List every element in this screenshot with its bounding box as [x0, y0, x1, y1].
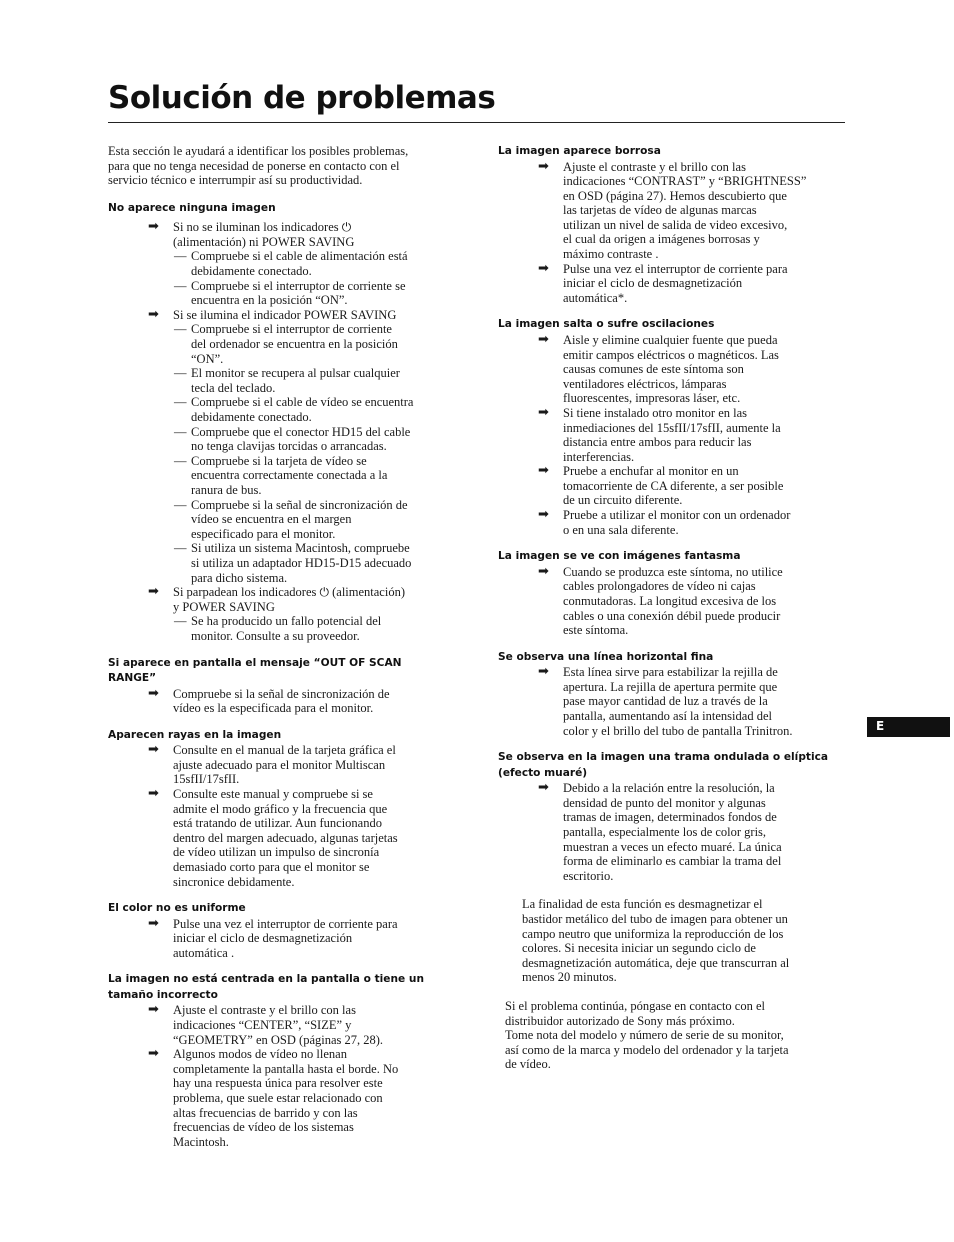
right-arrow-icon: ➡ [148, 1046, 159, 1062]
sub-item: — Se ha producido un fallo potencial del monitor. Consulte a su proveedor. [174, 614, 382, 643]
list-item: ➡ Ajuste el contraste y el brillo con las indicaciones “CENTER”, “SIZE” y “GEOMETRY” en OSD (páginas 27, 28). [148, 1002, 384, 1047]
sub-item: — Compruebe si el cable de vídeo se encuentra debidamente conectado. [174, 395, 414, 424]
list-item: ➡ Si tiene instalado otro monitor en las inmediaciones del 15sfII/17sfII, aumente la distancia entre ambos para reducir las interferencias. [538, 404, 781, 464]
right-arrow-icon: ➡ [538, 463, 549, 479]
right-arrow-icon: ➡ [538, 331, 549, 347]
right-arrow-icon: ➡ [538, 780, 549, 796]
right-arrow-icon: ➡ [538, 563, 549, 579]
right-arrow-icon: ➡ [148, 742, 159, 758]
right-arrow-icon: ➡ [538, 404, 549, 420]
right-arrow-icon: ➡ [148, 1002, 159, 1018]
section-heading: No aparece ninguna imagen [108, 201, 276, 214]
sub-item: — Compruebe si el cable de alimentación está debidamente conectado. [174, 249, 408, 279]
sub-item: — Compruebe si la señal de sincronización de vídeo se encuentra en el margen especificado para el monitor. [174, 497, 408, 541]
section-heading: La imagen aparece borrosa [498, 145, 661, 157]
list-item: ➡ Algunos modos de vídeo no llenan completamente la pantalla hasta el borde. No hay una respuesta única para resolver este problema, que suele estar relacionado con altas frecuencias de barrido y con las frecuencias de vídeo de los sistemas Macintosh. [148, 1046, 399, 1149]
intro-paragraph: Esta sección le ayudará a identificar los posibles problemas, para que no tenga necesidad de ponerse en contacto con el servicio técnico e interrumpir así su productividad. [108, 144, 409, 188]
section-heading: El color no es uniforme [108, 902, 246, 915]
right-arrow-icon: ➡ [148, 219, 159, 235]
footnote-paragraph: La finalidad de esta función es desmagnetizar el bastidor metálico del tubo de imagen para obtener un campo neutro que uniformiza la reproducción de los colores. Si necesita iniciar un segundo ciclo de desmagnetización automática, deje que transcurran al menos 20 minutos. [522, 897, 790, 985]
list-item: ➡ Pulse una vez el interruptor de corriente para iniciar el ciclo de desmagnetización automática . [148, 915, 398, 960]
sub-item: — Compruebe si el interruptor de corriente del ordenador se encuentra en la posición “ON”. [174, 322, 398, 366]
right-arrow-icon: ➡ [148, 785, 159, 801]
list-item: ➡ Ajuste el contraste y el brillo con las indicaciones “CONTRAST” y “BRIGHTNESS” en OSD (página 27). Hemos descubierto que las tarjetas de vídeo de algunas marcas utilizan un nivel de salida de video excesivo, el cual da origen a imágenes borrosas y máximo contraste . [538, 158, 807, 262]
right-arrow-icon: ➡ [538, 507, 549, 523]
section-heading: Se observa una línea horizontal fina [498, 650, 714, 663]
list-item: ➡ Compruebe si la señal de sincronización de vídeo es la especificada para el monitor. [148, 685, 390, 716]
right-column [498, 144, 843, 1072]
list-item: ➡ Si parpadean los indicadores ⏻ (alimentación) y POWER SAVING [148, 584, 405, 614]
section-heading: La imagen se ve con imágenes fantasma [498, 550, 741, 563]
sub-item: — Compruebe si la tarjeta de vídeo se encuentra correctamente conectada a la ranura de bus. [174, 453, 388, 497]
power-icon: ⏻ [319, 585, 329, 600]
list-item: ➡ Debido a la relación entre la resolución, la densidad de punto del monitor y algunas tramas de imagen, determinados fondos de pantalla, especialmente los de color gris, muestran a veces un efecto muaré. La única forma de eliminarlo es cambiar la trama del escritorio. [538, 780, 782, 883]
language-tab-label: E [876, 719, 885, 733]
right-arrow-icon: ➡ [148, 915, 159, 931]
title-rule [108, 122, 845, 123]
right-arrow-icon: ➡ [148, 584, 159, 600]
sub-item: — El monitor se recupera al pulsar cualquier tecla del teclado. [174, 366, 400, 395]
list-item: ➡ Pruebe a utilizar el monitor con un ordenador o en una sala diferente. [538, 507, 791, 537]
right-arrow-icon: ➡ [538, 158, 549, 174]
section-heading: Aparecen rayas en la imagen [108, 728, 282, 741]
list-item: ➡ Si se ilumina el indicador POWER SAVING [148, 306, 397, 322]
list-item: ➡ Consulte en el manual de la tarjeta gráfica el ajuste adecuado para el monitor Multiscan 15sfII/17sfII. [148, 742, 396, 787]
power-icon: ⏻ [341, 220, 352, 235]
section-heading: La imagen no está centrada en la pantalla o tiene un tamaño incorrecto [108, 973, 424, 1001]
right-arrow-icon: ➡ [538, 664, 549, 680]
sub-item: — Compruebe si el interruptor de corriente se encuentra en la posición “ON”. [174, 278, 406, 308]
section-heading: Si aparece en pantalla el mensaje “OUT OF SCAN RANGE” [108, 656, 402, 684]
list-item: ➡ Esta línea sirve para estabilizar la rejilla de apertura. La rejilla de apertura permite que pase mayor cantidad de luz a través de la pantalla, aumentando así la intensidad del color y el brillo del tubo de pantalla Trinitron. [538, 664, 793, 738]
left-column [108, 144, 453, 1149]
section-heading: Se observa en la imagen una trama ondulada o elíptica (efecto muaré) [498, 751, 829, 779]
page-title: Solución de problemas [108, 80, 496, 116]
sub-item: — Compruebe que el conector HD15 del cable no tenga clavijas torcidas o arrancadas. [174, 424, 411, 454]
sub-item: — Si utiliza un sistema Macintosh, compruebe si utiliza un adaptador HD15-D15 adecuado para dicho sistema. [174, 541, 412, 585]
list-item: ➡ Cuando se produzca este síntoma, no utilice cables prolongadores de vídeo ni cajas conmutadoras. La longitud excesiva de los cables o una conexión débil puede producir este síntoma. [538, 563, 783, 638]
right-arrow-icon: ➡ [148, 306, 159, 322]
right-arrow-icon: ➡ [148, 685, 159, 701]
list-item: ➡ Pruebe a enchufar al monitor en un tomacorriente de CA diferente, a ser posible de un circuito diferente. [538, 463, 784, 508]
language-tab [867, 717, 950, 737]
right-arrow-icon: ➡ [538, 260, 549, 276]
closing-paragraph: Si el problema continúa, póngase en contacto con el distribuidor autorizado de Sony más próximo. Tome nota del modelo y número de serie de su monitor, así como de la marca y modelo del ordenador y la tarjeta de vídeo. [505, 998, 789, 1072]
list-item: ➡ Aisle y elimine cualquier fuente que pueda emitir campos eléctricos o magnéticos. Las causas comunes de este síntoma son ventiladores eléctricos, lámparas fluorescentes, impresoras láser, etc. [538, 331, 779, 406]
list-item: ➡ Si no se iluminan los indicadores ⏻ (alimentación) ni POWER SAVING [148, 219, 355, 249]
list-item: ➡ Pulse una vez el interruptor de corriente para iniciar el ciclo de desmagnetización automática*. [538, 260, 788, 305]
list-item: ➡ Consulte este manual y compruebe si se admite el modo gráfico y la frecuencia que está tratando de utilizar. Aun funcionando dentro del margen adecuado, algunas tarjetas de vídeo utilizan un impulso de sincronía demasiado corto para que el monitor se sincronice debidamente. [148, 785, 398, 889]
section-heading: La imagen salta o sufre oscilaciones [498, 318, 715, 331]
